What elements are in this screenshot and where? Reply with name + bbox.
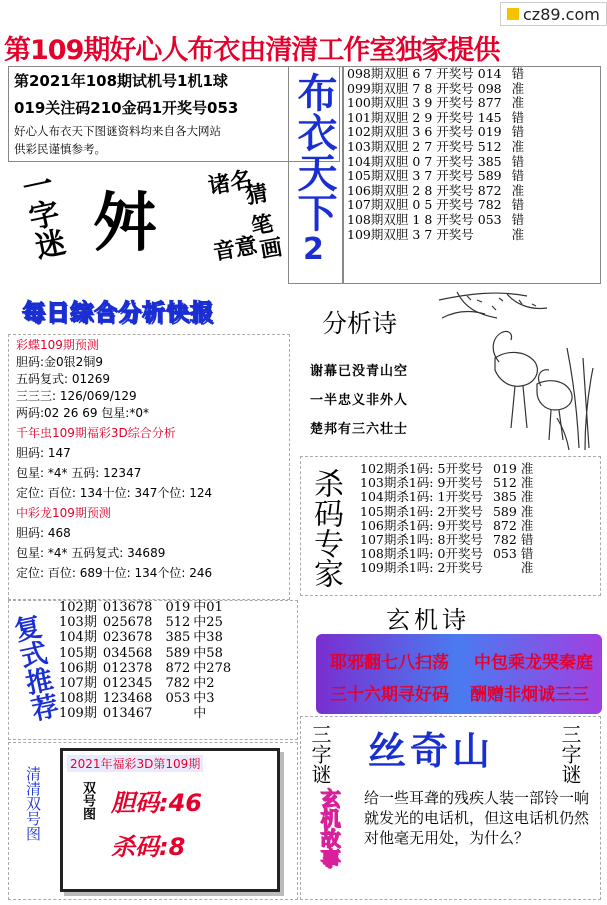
tree-leaves: [467, 296, 536, 310]
three-story-label: 玄机故事: [317, 788, 341, 868]
kill-code: 0开奖号: [437, 546, 483, 562]
poem-title: 分析诗: [322, 309, 398, 338]
xuanji-line-1a: 耶邪翻七八扫荡: [330, 653, 449, 673]
analysis-s2-line: 胆码: 147: [16, 446, 71, 460]
riddle-side-label: 一字迷: [14, 167, 67, 263]
history-digit-2: 7: [424, 153, 433, 169]
history-digit-2: 7: [424, 226, 433, 242]
kill-code: 1开奖号: [437, 489, 483, 505]
fushi-hit: 中38: [193, 630, 223, 646]
poem-line-3: 楚邦有三六壮士: [310, 422, 409, 437]
history-digit-2: 9: [424, 95, 433, 111]
history-period: 100期双胆: [347, 95, 409, 111]
analysis-s2-title: 千年虫109期福彩3D综合分析: [16, 426, 176, 440]
history-draw-label: 开奖号: [436, 197, 474, 213]
fushi-numbers: 023678: [102, 630, 153, 646]
history-draw-label: 开奖号: [436, 66, 474, 81]
xuanji-title: 玄机诗: [386, 606, 470, 634]
crane-2-body: [537, 381, 572, 410]
kill-result: 准: [520, 503, 534, 519]
kill-period: 102期杀1码:: [360, 461, 434, 476]
double-sha-code: 杀码:8: [111, 833, 186, 861]
page-title: 第109期好心人布衣由清清工作室独家提供: [4, 35, 500, 66]
history-draw-label: 开奖号: [436, 168, 474, 184]
history-period: 103期双胆: [347, 138, 409, 154]
fushi-row: [56, 691, 234, 706]
history-period: 099期双胆: [347, 80, 409, 96]
history-period: 106期双胆: [347, 182, 409, 198]
fushi-draw: 019: [165, 600, 191, 615]
history-row: [345, 155, 526, 170]
crane-illustration: [437, 288, 603, 454]
history-digit-2: 8: [424, 182, 433, 198]
fushi-draw: 512: [165, 615, 191, 631]
fushi-numbers: 123468: [102, 691, 153, 707]
history-draw-number: 872: [477, 182, 502, 198]
kill-result: 准: [520, 560, 534, 576]
history-digit-2: 7: [424, 168, 433, 184]
tree-branch: [439, 292, 547, 318]
kill-period: 106期杀1码:: [360, 517, 434, 533]
analysis-s1-line: 两码:02 26 69 包星:*0*: [16, 406, 149, 420]
kill-draw-number: 782: [492, 532, 517, 548]
intro-line-2: 019关注码210金码1开奖号053: [14, 99, 239, 117]
history-result: 准: [511, 138, 525, 154]
history-digit-2: 8: [424, 80, 433, 96]
kill-period: 108期杀1吗:: [360, 546, 434, 562]
history-draw-label: 开奖号: [436, 138, 474, 154]
analysis-s2-line: 定位: 百位: 134十位: 347个位: 124: [16, 486, 213, 500]
history-row: [345, 140, 526, 155]
riddle-clue-2: 猜笔: [243, 181, 276, 241]
intro-line-3: 好心人布衣天下图谜资料均来自各大网站: [14, 124, 221, 138]
history-digit-1: 3: [412, 95, 421, 111]
history-draw-number: 098: [477, 80, 502, 96]
history-result: 准: [511, 95, 525, 111]
riddle-clue-4: 画: [258, 235, 285, 264]
fushi-numbers: 012378: [102, 660, 153, 676]
fushi-period: 102期: [59, 600, 97, 615]
history-result: 准: [511, 80, 525, 96]
history-row: [345, 184, 526, 199]
kill-draw-number: [485, 561, 519, 575]
kill-period: 109期杀1吗:: [360, 560, 434, 576]
kill-row: [358, 476, 535, 490]
analysis-s1-line: 胆码:金0银2铜9: [16, 355, 103, 369]
xuanji-line-1b: 中包乘龙哭秦庭: [474, 653, 593, 673]
double-dan-code: 胆码:46: [111, 789, 202, 817]
history-period: 102期双胆: [347, 124, 409, 140]
kill-code: 2开奖号: [437, 560, 483, 576]
brand-number: 2: [303, 232, 324, 267]
fushi-draw: 385: [165, 630, 191, 646]
riddle-clue-3: 音意: [211, 233, 260, 266]
kill-period: 104期杀1码:: [360, 489, 434, 505]
kill-draw-number: 053: [492, 546, 517, 562]
history-result: 错: [511, 124, 525, 140]
history-draw-label: 开奖号: [436, 109, 474, 125]
kill-result: 错: [520, 546, 534, 562]
fushi-draw: 053: [165, 691, 191, 707]
xuanji-line-2a: 三十六期寻好码: [330, 685, 449, 705]
history-row: [345, 198, 526, 213]
fushi-draw: [162, 706, 193, 721]
history-period: 109期双胆: [347, 226, 409, 242]
watermark-text: cz89.com: [523, 4, 600, 24]
history-draw-number: 019: [477, 124, 502, 140]
history-digit-2: 6: [424, 124, 433, 140]
kill-draw-number: 019: [492, 461, 517, 476]
fushi-draw: 782: [165, 676, 191, 692]
history-digit-1: 0: [412, 197, 421, 213]
kill-draw-number: 589: [492, 503, 517, 519]
fushi-row: [56, 706, 234, 721]
history-result: 错: [511, 168, 525, 184]
analysis-s3-line: 胆码: 468: [16, 526, 71, 540]
history-digit-1: 1: [412, 211, 421, 227]
fushi-period: 103期: [59, 615, 97, 631]
history-digit-2: 5: [424, 197, 433, 213]
intro-line-1: 第2021年108期试机号1机1球: [14, 72, 228, 90]
fushi-row: [56, 600, 234, 615]
history-digit-1: 3: [412, 124, 421, 140]
fushi-hit: 中25: [193, 615, 223, 631]
history-digit-1: 2: [412, 182, 421, 198]
history-draw-number: 782: [477, 197, 502, 213]
history-digit-2: 7: [424, 138, 433, 154]
fushi-numbers: 013467: [102, 706, 153, 722]
kill-result: 准: [520, 489, 534, 505]
three-left-label: 三字谜: [308, 724, 332, 784]
history-result: 准: [511, 226, 525, 242]
history-digit-2: 8: [424, 211, 433, 227]
history-draw-label: 开奖号: [436, 95, 474, 111]
history-digit-1: 7: [412, 80, 421, 96]
kill-label: 杀码专家: [308, 468, 343, 588]
history-draw-number: 589: [477, 168, 502, 184]
poem-line-1: 谢幕已没青山空: [310, 364, 409, 379]
history-digit-1: 3: [412, 168, 421, 184]
history-row: [345, 67, 526, 82]
history-row: [345, 228, 526, 243]
double-side-label: 清清双号图: [24, 766, 42, 841]
kill-result: 准: [520, 461, 534, 476]
history-draw-label: 开奖号: [436, 80, 474, 96]
history-period: 098期双胆: [347, 66, 409, 81]
history-row: [345, 169, 526, 184]
history-period: 105期双胆: [347, 168, 409, 184]
three-story-text: 给一些耳聋的残疾人装一部铃一响就发光的电话机，但这电话机仍然对他毫无用处，为什么？: [364, 789, 590, 847]
analysis-s1-title: 彩蝶109期预测: [16, 338, 99, 352]
history-result: 准: [511, 182, 525, 198]
history-row: [345, 82, 526, 97]
fushi-row: [56, 630, 234, 645]
history-digit-2: 9: [424, 109, 433, 125]
fushi-period: 107期: [59, 676, 97, 692]
analysis-s1-line: 三三三: 126/069/129: [16, 389, 137, 403]
crane-1-body: [495, 352, 537, 386]
kill-row: [358, 462, 535, 476]
riddle-clue-1: 诸名: [206, 167, 255, 200]
history-draw-number: [476, 228, 504, 243]
history-draw-label: 开奖号: [436, 124, 474, 140]
history-digit-1: 0: [412, 153, 421, 169]
fushi-period: 109期: [59, 706, 97, 722]
riddle-panel: [8, 162, 288, 280]
fushi-row: [56, 676, 234, 691]
poem-line-2: 一半忠义非外人: [310, 393, 409, 408]
history-result: 错: [511, 109, 525, 125]
fushi-hit: 中01: [193, 600, 223, 615]
three-right-label: 三字谜: [558, 724, 582, 784]
fushi-numbers: 034568: [102, 645, 153, 661]
fushi-table: [56, 600, 234, 722]
kill-period: 107期杀1吗:: [360, 532, 434, 548]
history-digit-1: 6: [412, 66, 421, 81]
analysis-s2-line: 包星: *4* 五码: 12347: [16, 466, 142, 480]
fushi-hit: 中2: [193, 676, 215, 692]
analysis-s3-line: 定位: 百位: 689十位: 134个位: 246: [16, 566, 213, 580]
fushi-hit: 中58: [193, 645, 223, 661]
riddle-big-char: 舛: [93, 187, 157, 261]
history-row: [345, 111, 526, 126]
xuanji-line-2b: 酬赠非炯诚三三: [470, 685, 589, 705]
history-table: [345, 67, 526, 242]
kill-code: 8开奖号: [437, 532, 483, 548]
kill-row: [358, 561, 535, 575]
kill-row: [358, 533, 535, 547]
fushi-period: 104期: [59, 630, 97, 646]
fushi-hit: 中3: [193, 691, 215, 707]
kill-draw-number: 512: [492, 475, 517, 491]
history-period: 108期双胆: [347, 211, 409, 227]
crane-1-neck: [493, 331, 511, 362]
history-row: [345, 125, 526, 140]
history-row: [345, 213, 526, 228]
kill-code: 9开奖号: [437, 517, 483, 533]
history-result: 错: [511, 211, 525, 227]
kill-row: [358, 490, 535, 504]
analysis-content: [16, 337, 212, 582]
fushi-row: [56, 661, 234, 676]
history-digit-1: 3: [412, 226, 421, 242]
fushi-row: [56, 615, 234, 630]
fushi-hit: 中278: [193, 660, 232, 676]
crane-2-neck: [539, 370, 549, 386]
kill-row: [358, 547, 535, 561]
intro-line-4: 供彩民谨慎参考。: [14, 142, 106, 156]
kill-row: [358, 519, 535, 533]
history-period: 104期双胆: [347, 153, 409, 169]
watermark-badge: [500, 2, 607, 26]
history-result: 错: [511, 197, 525, 213]
fushi-label: 复式推荐: [7, 611, 60, 724]
history-result: 错: [511, 153, 525, 169]
history-digit-1: 2: [412, 138, 421, 154]
kill-period: 103期杀1码:: [360, 475, 434, 491]
kill-draw-number: 872: [492, 517, 517, 533]
fushi-numbers: 013678: [102, 600, 153, 615]
kill-code: 2开奖号: [437, 503, 483, 519]
fushi-numbers: 025678: [102, 615, 153, 631]
history-draw-number: 145: [477, 109, 502, 125]
fushi-numbers: 012345: [102, 676, 153, 692]
history-draw-label: 开奖号: [436, 153, 474, 169]
three-answer: 丝奇山: [368, 729, 495, 773]
kill-draw-number: 385: [492, 489, 517, 505]
history-row: [345, 96, 526, 111]
watermark-square-icon: [507, 8, 519, 20]
analysis-s1-line: 五码复式: 01269: [16, 372, 111, 386]
kill-table: [358, 462, 535, 576]
kill-code: 5开奖号: [437, 461, 483, 476]
fushi-period: 105期: [59, 645, 97, 661]
kill-result: 准: [520, 517, 534, 533]
history-draw-number: 014: [477, 66, 502, 81]
kill-result: 准: [520, 475, 534, 491]
fushi-row: [56, 646, 234, 661]
history-draw-label: 开奖号: [436, 211, 474, 227]
fushi-period: 108期: [59, 691, 97, 707]
kill-result: 错: [520, 532, 534, 548]
history-result: 错: [511, 66, 525, 81]
fushi-period: 106期: [59, 660, 97, 676]
history-draw-number: 385: [477, 153, 502, 169]
history-draw-label: 开奖号: [436, 182, 474, 198]
daily-title: 每日综合分析快报: [22, 300, 214, 326]
history-period: 107期双胆: [347, 197, 409, 213]
history-period: 101期双胆: [347, 109, 409, 125]
analysis-s3-line: 包星: *4* 五码复式: 34689: [16, 546, 166, 560]
crane-1-legs: [511, 386, 527, 428]
history-draw-label: 开奖号: [436, 226, 474, 242]
kill-period: 105期杀1码:: [360, 503, 434, 519]
fushi-draw: 872: [165, 660, 191, 676]
double-year-title: 2021年福彩3D第109期: [67, 755, 203, 772]
brand-text: 布衣天下: [291, 72, 337, 232]
history-draw-number: 877: [477, 95, 502, 111]
history-digit-1: 2: [412, 109, 421, 125]
kill-row: [358, 505, 535, 519]
kill-code: 9开奖号: [437, 475, 483, 491]
history-draw-number: 053: [477, 211, 502, 227]
fushi-draw: 589: [165, 645, 191, 661]
analysis-s3-title: 中彩龙109期预测: [16, 506, 111, 520]
history-draw-number: 512: [477, 138, 502, 154]
double-sub-label: 双号图: [80, 781, 95, 820]
history-digit-2: 7: [424, 66, 433, 81]
double-card: [60, 748, 280, 892]
fushi-hit: 中: [193, 706, 207, 722]
